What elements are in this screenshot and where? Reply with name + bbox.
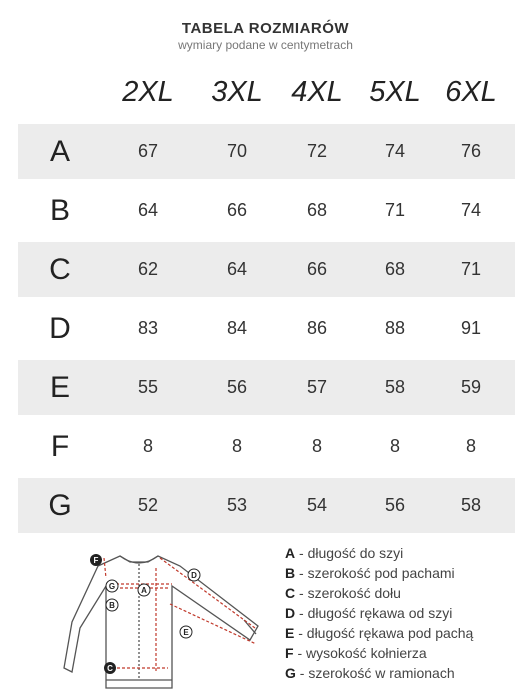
table-cell: 8	[142, 436, 153, 456]
size-header: 5XL	[369, 76, 421, 108]
table-cell: 8	[389, 436, 400, 456]
table-cell: 91	[460, 318, 482, 338]
legend-item: C - szerokość dołu	[285, 585, 401, 601]
marker-a-icon	[138, 584, 150, 596]
marker-label: D	[191, 571, 197, 580]
legend-item: D - długość rękawa od szyi	[285, 605, 453, 621]
table-cell: 68	[306, 200, 328, 220]
size-header: 6XL	[445, 76, 497, 108]
table-cell: 62	[137, 259, 159, 279]
size-header: 2XL	[122, 76, 174, 108]
table-cell: 68	[384, 259, 406, 279]
table-cell: 58	[384, 377, 406, 397]
table-cell: 74	[384, 141, 406, 161]
legend-item: G - szerokość w ramionach	[285, 665, 455, 681]
marker-e-icon	[180, 626, 192, 638]
row-label: E	[49, 371, 70, 404]
marker-label: C	[107, 664, 113, 673]
table-row	[18, 242, 515, 297]
marker-c-icon	[104, 662, 116, 674]
table-cell: 64	[137, 200, 159, 220]
table-cell: 8	[231, 436, 242, 456]
measurement-legend	[285, 543, 525, 683]
table-cell: 56	[384, 495, 406, 515]
table-cell: 74	[460, 200, 482, 220]
legend-item: F - wysokość kołnierza	[285, 645, 427, 661]
table-cell: 86	[306, 318, 328, 338]
legend-item: A - długość do szyi	[285, 545, 404, 561]
table-cell: 70	[226, 141, 248, 161]
chart-title: TABELA ROZMIARÓW	[181, 20, 350, 37]
row-label: F	[50, 430, 70, 463]
table-cell: 66	[226, 200, 248, 220]
table-cell: 56	[226, 377, 248, 397]
table-cell: 71	[460, 259, 482, 279]
marker-label: B	[109, 601, 115, 610]
row-label: D	[49, 312, 71, 345]
table-cell: 53	[226, 495, 248, 515]
table-row	[18, 478, 515, 533]
table-cell: 55	[137, 377, 159, 397]
marker-b-icon	[106, 599, 118, 611]
table-cell: 52	[137, 495, 159, 515]
row-label: G	[48, 489, 72, 522]
legend-item: B - szerokość pod pachami	[285, 565, 455, 581]
marker-d-icon	[188, 569, 200, 581]
table-cell: 66	[306, 259, 328, 279]
chart-subtitle: wymiary podane w centymetrach	[178, 38, 353, 52]
table-cell: 8	[311, 436, 322, 456]
table-row	[18, 419, 515, 474]
marker-g-icon	[106, 580, 118, 592]
table-cell: 88	[384, 318, 406, 338]
table-row	[18, 360, 515, 415]
row-label: B	[49, 194, 70, 227]
table-cell: 54	[306, 495, 328, 515]
table-cell: 67	[137, 141, 159, 161]
table-row	[18, 183, 515, 238]
table-cell: 72	[306, 141, 328, 161]
table-cell: 57	[306, 377, 328, 397]
table-row	[18, 301, 515, 356]
marker-label: E	[183, 628, 189, 637]
table-row	[18, 124, 515, 179]
size-header: 3XL	[211, 76, 263, 108]
table-cell: 76	[460, 141, 482, 161]
garment-diagram	[60, 548, 282, 696]
table-cell: 59	[460, 377, 482, 397]
marker-label: G	[108, 582, 116, 591]
table-cell: 84	[226, 318, 248, 338]
marker-f-icon	[90, 554, 102, 566]
size-header: 4XL	[291, 76, 343, 108]
row-label: C	[49, 253, 71, 286]
table-cell: 83	[137, 318, 159, 338]
size-table	[18, 124, 515, 537]
size-header-row	[18, 76, 515, 116]
legend-item: E - długość rękawa pod pachą	[285, 625, 474, 641]
table-cell: 64	[226, 259, 248, 279]
table-cell: 8	[465, 436, 476, 456]
table-cell: 71	[384, 200, 406, 220]
row-label: A	[49, 135, 70, 168]
marker-label: A	[141, 586, 147, 595]
marker-label: F	[93, 556, 99, 565]
table-cell: 58	[460, 495, 482, 515]
